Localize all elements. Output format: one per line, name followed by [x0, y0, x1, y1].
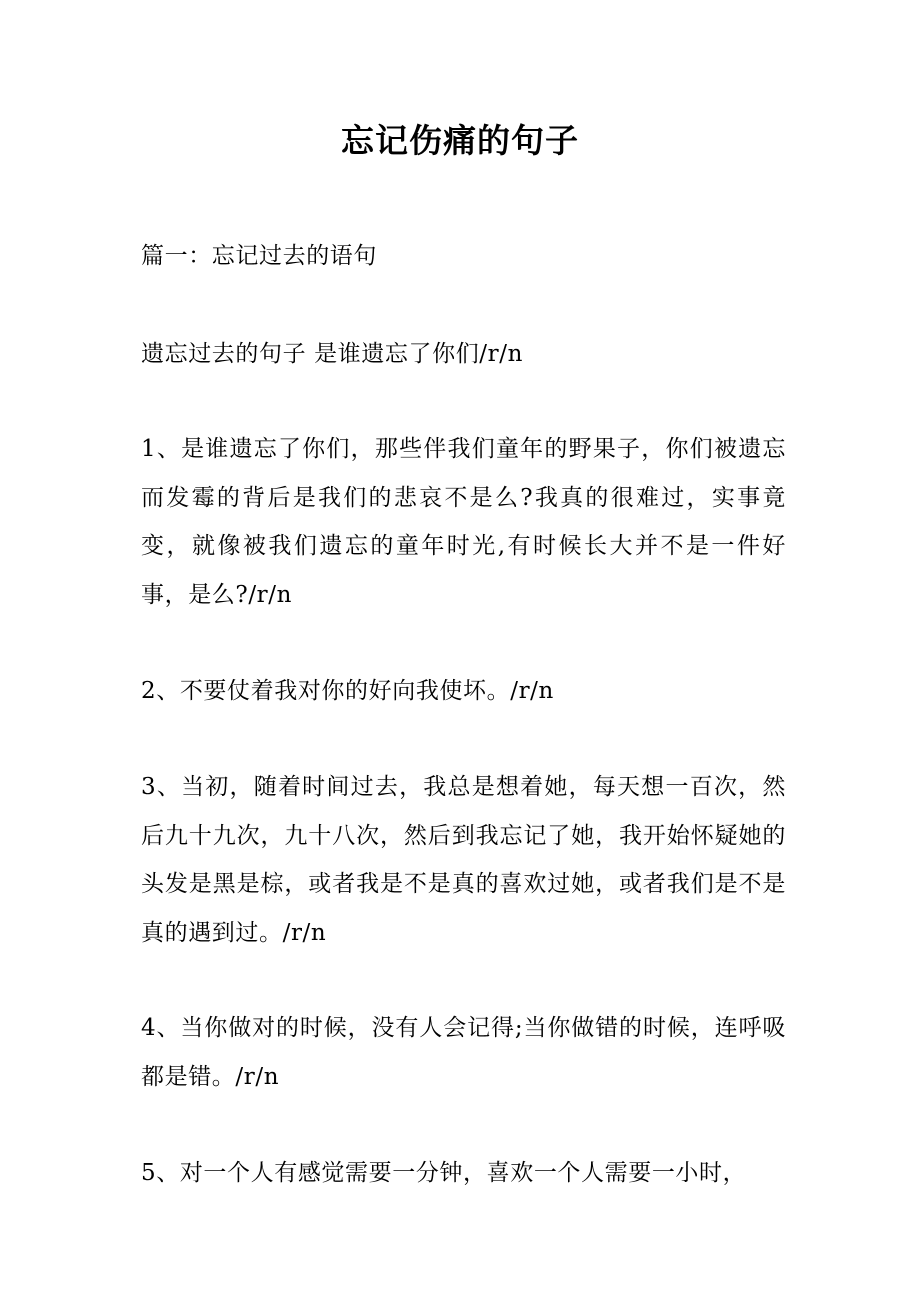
paragraph-item-4: 4、当你做对的时候，没有人会记得;当你做错的时候，连呼吸都是错。/r/n — [141, 1015, 786, 1090]
paragraph-item-1: 1、是谁遗忘了你们，那些伴我们童年的野果子，你们被遗忘而发霉的背后是我们的悲哀不是么?我真的很难过，实事竟变，就像被我们遗忘的童年时光,有时候长大并不是一件好事，是么?/r/n — [141, 436, 786, 608]
paragraph-item-2: 2、不要仗着我对你的好向我使坏。/r/n — [141, 678, 554, 704]
document-title: 忘记伤痛的句子 — [341, 121, 579, 160]
paragraph-item-3: 3、当初，随着时间过去，我总是想着她，每天想一百次，然后九十九次，九十八次，然后到我忘记了她，我开始怀疑她的头发是黑是棕，或者我是不是真的喜欢过她，或者我们是不是真的遇到过。/r/n — [141, 774, 786, 946]
section-subheading: 遗忘过去的句子 是谁遗忘了你们/r/n — [141, 341, 524, 367]
paragraph-item-5: 5、对一个人有感觉需要一分钟，喜欢一个人需要一小时， — [141, 1160, 747, 1186]
section-heading: 篇一：忘记过去的语句 — [141, 243, 377, 269]
